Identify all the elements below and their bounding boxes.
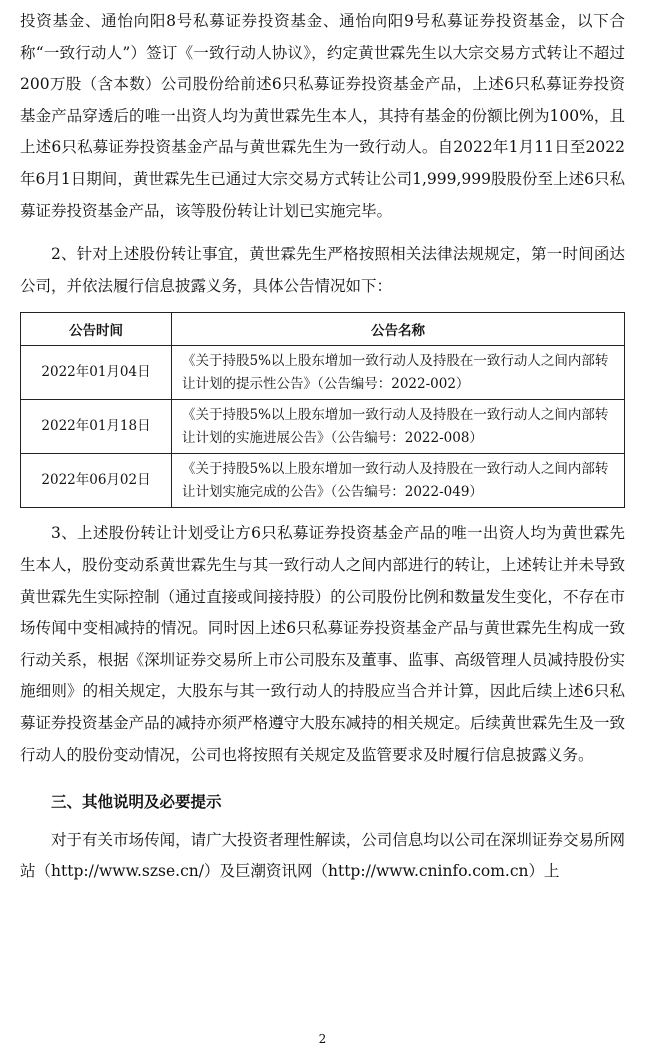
page-number: 2 (318, 1032, 327, 1046)
announcement-table (20, 312, 625, 508)
paragraph-item-3: 3、上述股份转让计划受让方6只私募证券投资基金产品的唯一出资人均为黄世霖先生本人，股份变动系黄世霖先生与其一致行动人之间内部进行的转让，上述转让并未导致黄世霖先生实际控制（通过直接或间接持股）的公司股份比例和数量发生变化，不存在市场传闻中变相减持的情况。同时因上述6只私募证券投资基金产品与黄世霖先生构成一致行动关系，根据《深圳证券交易所上市公司股东及董事、监事、高级管理人员减持股份实施细则》的相关规定，大股东与其一致行动人的持股应当合并计算，因此后续上述6只私募证券投资基金产品的减持亦须严格遵守大股东减持的相关规定。后续黄世霖先生及一致行动人的股份变动情况，公司也将按照有关规定及监管要求及时履行信息披露义务。 (20, 524, 625, 764)
table-row (21, 346, 625, 400)
announcement-date: 2022年01月04日 (21, 346, 172, 400)
document-page (20, 6, 625, 888)
announcement-date: 2022年06月02日 (21, 454, 172, 508)
paragraph-agreement: 投资基金、通怡向阳8号私募证券投资基金、通怡向阳9号私募证券投资基金，以下合称“一致行动人”）签订《一致行动人协议》，约定黄世霖先生以大宗交易方式转让不超过200万股（含本数）公司股份给前述6只私募证券投资基金产品，上述6只私募证券投资基金产品穿透后的唯一出资人均为黄世霖先生本人，其持有基金的份额比例为100%，且上述6只私募证券投资基金产品与黄世霖先生为一致行动人。自2022年1月11日至2022年6月1日期间，黄世霖先生已通过大宗交易方式转让公司1,999,999股股份至上述6只私募证券投资基金产品，该等股份转让计划已实施完毕。 (20, 12, 625, 220)
paragraph-market-rumor: 对于有关市场传闻，请广大投资者理性解读，公司信息均以公司在深圳证券交易所网站（http://www.szse.cn/）及巨潮资讯网（http://www.cninfo.com.cn）上 (20, 830, 625, 881)
announcement-name: 《关于持股5%以上股东增加一致行动人及持股在一致行动人之间内部转让计划的提示性公告》（公告编号：2022-002） (172, 346, 625, 400)
table-row (21, 454, 625, 508)
paragraph-item-2: 2、针对上述股份转让事宜，黄世霖先生严格按照相关法律法规规定，第一时间函达公司，并依法履行信息披露义务，具体公告情况如下： (20, 245, 625, 295)
table-row (21, 400, 625, 454)
announcement-name: 《关于持股5%以上股东增加一致行动人及持股在一致行动人之间内部转让计划实施完成的公告》（公告编号：2022-049） (172, 454, 625, 508)
announcement-name: 《关于持股5%以上股东增加一致行动人及持股在一致行动人之间内部转让计划的实施进展公告》（公告编号：2022-008） (172, 400, 625, 454)
announcement-date: 2022年01月18日 (21, 400, 172, 454)
section-heading-3: 三、其他说明及必要提示 (51, 793, 222, 812)
header-announcement-name: 公告名称 (172, 313, 625, 346)
header-announcement-date: 公告时间 (21, 313, 172, 346)
table-header-row (21, 313, 625, 346)
